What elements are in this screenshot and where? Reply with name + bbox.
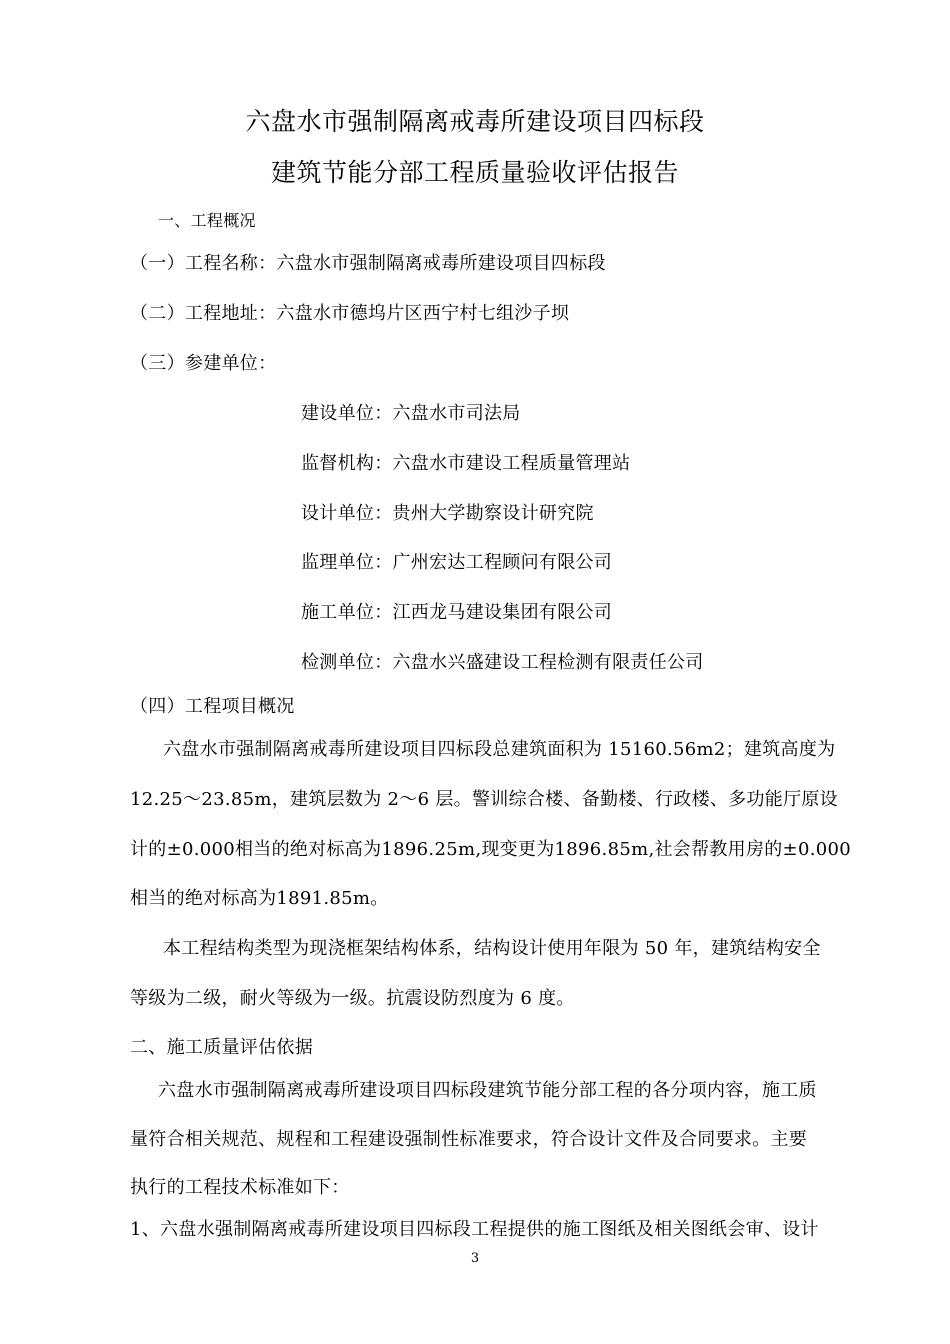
overview-heading: （四）工程项目概况 xyxy=(130,696,295,717)
structure-line-1: 本工程结构类型为现浇框架结构体系，结构设计使用年限为 50 年，建筑结构安全 xyxy=(163,938,821,959)
project-name: （一）工程名称：六盘水市强制隔离戒毒所建设项目四标段 xyxy=(130,253,606,274)
page-number: 3 xyxy=(470,1251,480,1266)
participant-design-unit: 设计单位：贵州大学勘察设计研究院 xyxy=(301,503,594,524)
overview-line-4: 相当的绝对标高为1891.85m。 xyxy=(130,888,389,909)
section-1-heading: 一、工程概况 xyxy=(158,211,256,230)
participant-construction-unit: 建设单位：六盘水市司法局 xyxy=(301,403,521,424)
overview-line-3: 计的±0.000相当的绝对标高为1896.25m,现变更为1896.85m,社会帮教用房的±0.000 xyxy=(130,839,851,860)
participant-supervision-agency: 监督机构：六盘水市建设工程质量管理站 xyxy=(301,453,631,474)
basis-line-1: 六盘水市强制隔离戒毒所建设项目四标段建筑节能分部工程的各分项内容，施工质 xyxy=(158,1080,817,1101)
participant-testing-unit: 检测单位：六盘水兴盛建设工程检测有限责任公司 xyxy=(301,652,704,673)
section-2-heading: 二、施工质量评估依据 xyxy=(130,1037,313,1058)
basis-line-2: 量符合相关规范、规程和工程建设强制性标准要求，符合设计文件及合同要求。主要 xyxy=(130,1129,808,1150)
standard-item-1: 1、六盘水强制隔离戒毒所建设项目四标段工程提供的施工图纸及相关图纸会审、设计 xyxy=(130,1219,819,1240)
project-address: （二）工程地址：六盘水市德坞片区西宁村七组沙子坝 xyxy=(130,303,570,324)
overview-line-1: 六盘水市强制隔离戒毒所建设项目四标段总建筑面积为 15160.56m2；建筑高度为 xyxy=(163,739,836,760)
participant-contractor-unit: 施工单位：江西龙马建设集团有限公司 xyxy=(301,602,613,623)
document-title-line-1: 六盘水市强制隔离戒毒所建设项目四标段 xyxy=(245,107,705,136)
basis-line-3: 执行的工程技术标准如下： xyxy=(130,1177,350,1198)
overview-line-2: 12.25～23.85m，建筑层数为 2～6 层。警训综合楼、备勤楼、行政楼、多功能厅原设 xyxy=(130,789,838,810)
participant-supervisor-unit: 监理单位：广州宏达工程顾问有限公司 xyxy=(301,552,613,573)
document-title-line-2: 建筑节能分部工程质量验收评估报告 xyxy=(270,158,679,187)
structure-line-2: 等级为二级，耐火等级为一级。抗震设防烈度为 6 度。 xyxy=(130,988,575,1009)
participants-heading: （三）参建单位： xyxy=(130,353,277,374)
